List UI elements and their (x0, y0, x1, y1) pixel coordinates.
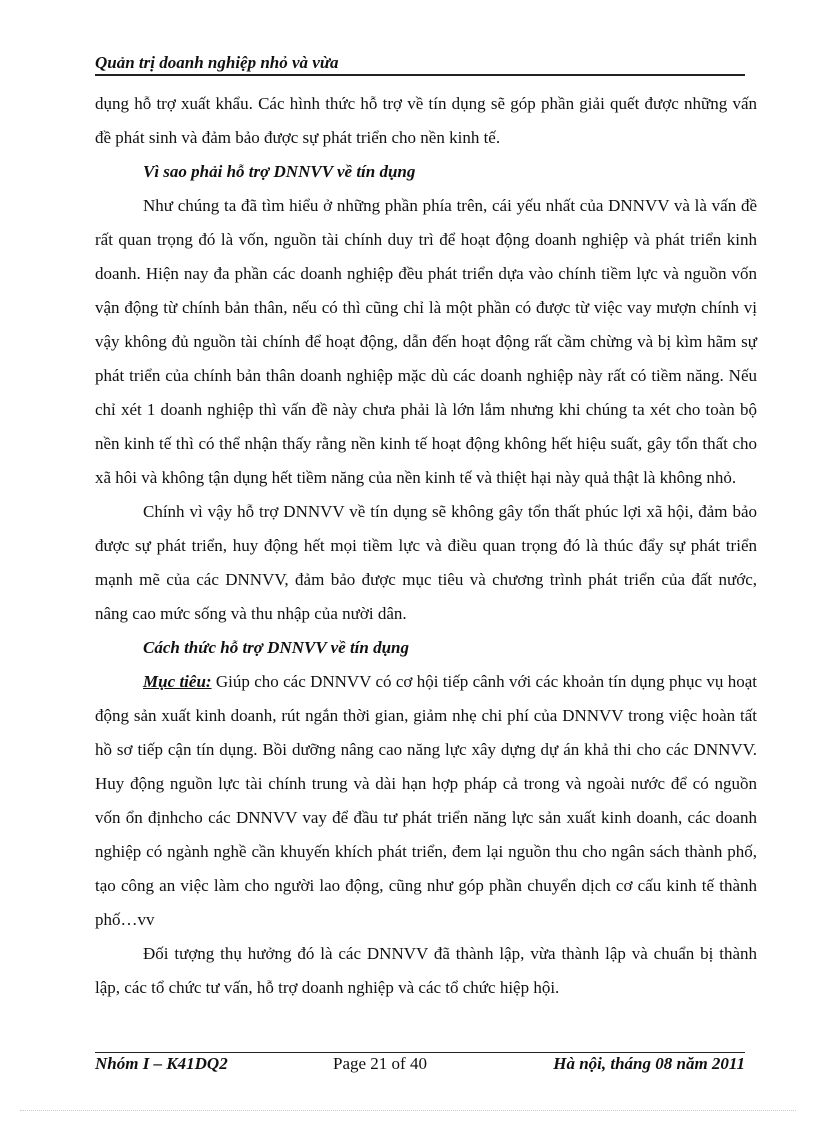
paragraph-3: Chính vì vậy hỗ trợ DNNVV về tín dụng sẽ không gây tổn thất phúc lợi xã hội, đảm bảo được sự phát triển, huy động hết mọi tiềm lực và điều quan trọng đó là thúc đẩy sự phát triển mạnh mẽ của các DNNVV, đảm bảo được mục tiêu và chương trình phát triển của đất nước, nâng cao mức sống và thu nhập của nười dân. (95, 502, 757, 623)
paragraph-1: dụng hỗ trợ xuất khẩu. Các hình thức hỗ trợ về tín dụng sẽ góp phần giải quết được những vấn đề phát sinh và đảm bảo được sự phát triển cho nền kinh tế. (95, 94, 757, 147)
objective-label: Mục tiêu: (143, 672, 212, 691)
page-number: Page 21 of 40 (333, 1054, 427, 1073)
page-header (95, 52, 745, 76)
section-heading-how: Cách thức hỗ trợ DNNVV về tín dụng (143, 638, 410, 657)
objective-text: Giúp cho các DNNVV có cơ hội tiếp cânh với các khoản tín dụng phục vụ hoạt động sản xuất kinh doanh, rút ngắn thời gian, giảm nhẹ chi phí của DNNVV trong việc hoàn tất hồ sơ tiếp cận tín dụng. Bồi dưỡng nâng cao năng lực xây dựng dự án khả thi cho các DNNVV. Huy động nguồn lực tài chính trung và dài hạn hợp pháp cả trong và ngoài nước để có nguồn vốn ổn địnhcho các DNNVV vay để đầu tư phát triển năng lực sản xuất kinh doanh, các doanh nghiệp có ngành nghề cần khuyến khích phát triển, đem lại nguồn thu cho ngân sách thành phố, tạo công an việc làm cho người lao động, cũng như góp phần chuyển dịch cơ cấu kinh tế thành phố…vv (95, 672, 757, 929)
footer-group: Nhóm I – K41DQ2 (95, 1054, 228, 1073)
paragraph-4 (95, 665, 757, 937)
header-title: Quản trị doanh nghiệp nhỏ và vừa (95, 53, 339, 72)
footer-date: Hà nội, tháng 08 năm 2011 (553, 1054, 745, 1073)
document-body (95, 87, 757, 1005)
page-edge-divider (20, 1110, 796, 1111)
paragraph-5: Đối tượng thụ hưởng đó là các DNNVV đã thành lập, vừa thành lập và chuẩn bị thành lập, các tổ chức tư vấn, hỗ trợ doanh nghiệp và các tổ chức hiệp hội. (95, 944, 757, 997)
section-heading-why: Vì sao phải hỗ trợ DNNVV về tín dụng (143, 162, 416, 181)
paragraph-2: Như chúng ta đã tìm hiểu ở những phần phía trên, cái yếu nhất của DNNVV và là vấn đề rất quan trọng đó là vốn, nguồn tài chính duy trì để hoạt động doanh nghiệp và phát triển kinh doanh. Hiện nay đa phần các doanh nghiệp đều phát triển dựa vào chính tiềm lực và nguồn vốn vận động từ chính bản thân, nếu có thì cũng chỉ là một phần có được từ việc vay mượn chính vị vậy không đủ nguồn tài chính để hoạt động, dẫn đến hoạt động rất cầm chừng và bị kìm hãm sự phát triển của chính bản thân doanh nghiệp mặc dù các doanh nghiệp này rất có tiềm năng. Nếu chỉ xét 1 doanh nghiệp thì vấn đề này chưa phải là lớn lắm nhưng khi chúng ta xét cho toàn bộ nền kinh tế thì có thể nhận thấy rằng nền kinh tế hoạt động không hết hiệu suất, gây tổn thất cho xã hôi và không tận dụng hết tiềm năng của nền kinh tế và thiệt hại này quả thật là không nhỏ. (95, 196, 757, 487)
page-footer (95, 1052, 745, 1075)
